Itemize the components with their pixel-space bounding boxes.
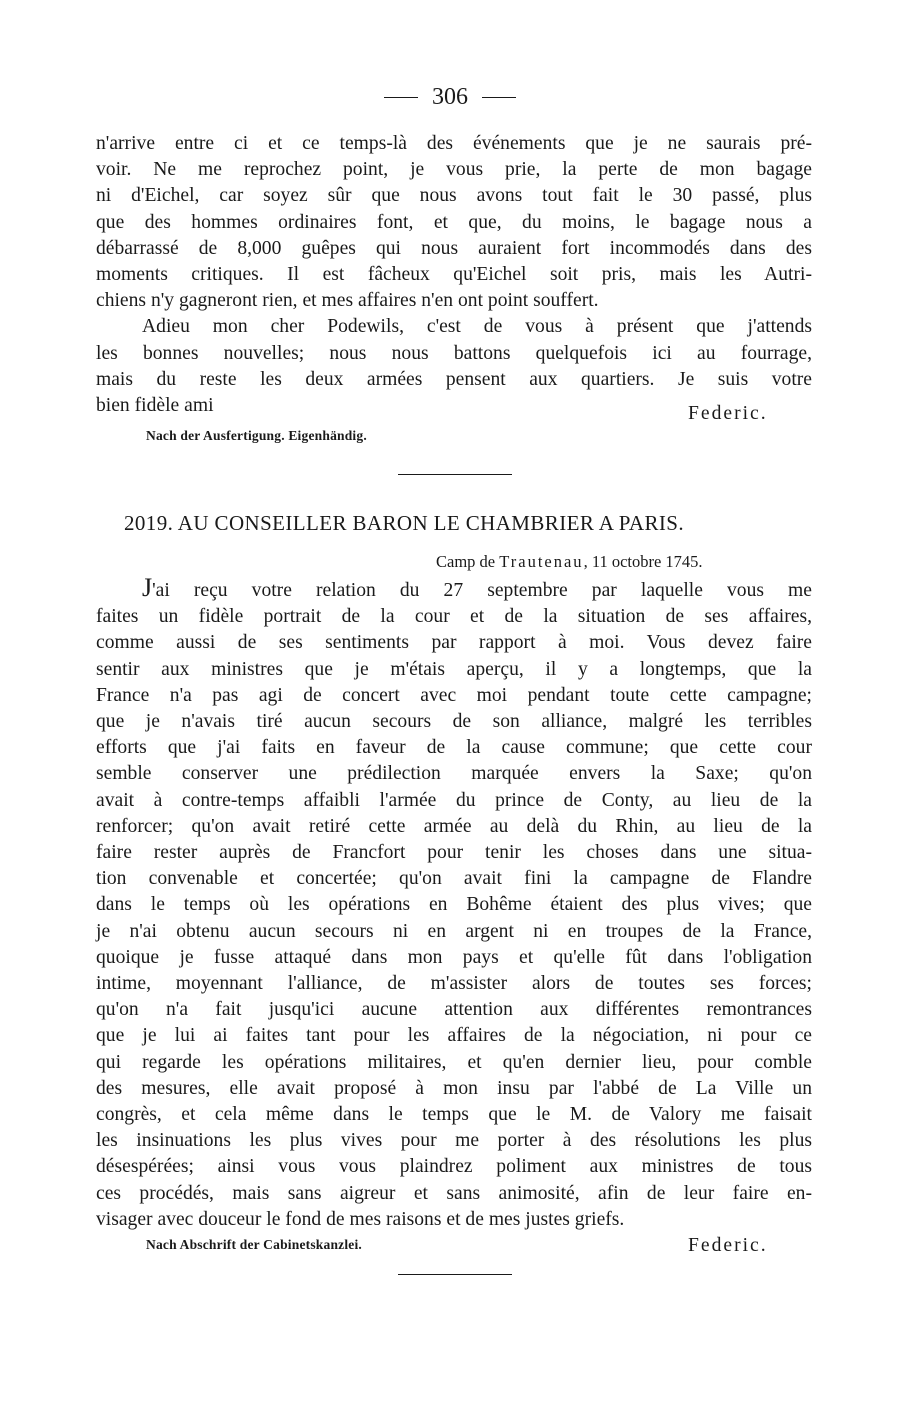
letter-source-note: Nach Abschrift der Cabinetskanzlei. (146, 1237, 363, 1252)
text-line: congrès, et cela même dans le temps que le M. de Valory me faisait (96, 1104, 812, 1126)
text-line: les bonnes nouvelles; nous nous battons quelquefois ici au fourrage, (96, 342, 812, 364)
text-line: voir. Ne me reprochez point, je vous prie, la perte de mon bagage (96, 159, 812, 181)
text-line: que je lui ai faites tant pour les affaires de la négociation, ni pour ce (96, 1025, 812, 1047)
text-line: tion convenable et concertée; qu'on avait fini la campagne de Flandre (96, 868, 812, 890)
text-line: les insinuations les plus vives pour me porter à des résolutions les plus (96, 1130, 812, 1152)
dateline-prefix: Camp de (436, 552, 500, 571)
page-number (0, 84, 900, 111)
text-line: comme aussi de ses sentiments par rapport à moi. Vous devez faire (96, 632, 812, 654)
text-line: chiens n'y gagneront rien, et mes affaires n'en ont point souffert. (96, 290, 599, 312)
letter-heading (124, 511, 804, 536)
dateline-place: Trautenau (499, 552, 584, 571)
letter-title: AU CONSEILLER BARON LE CHAMBRIER A PARIS. (177, 511, 685, 535)
text-line: que je n'avais tiré aucun secours de son alliance, malgré les terribles (96, 711, 812, 733)
text-line: ni d'Eichel, car soyez sûr que nous avons tout fait le 30 passé, plus (96, 185, 812, 207)
text-line: n'arrive entre ci et ce temps-là des événements que je ne saurais pré- (96, 133, 812, 154)
page-number-dash-right (482, 97, 516, 98)
letter-dateline (436, 552, 703, 572)
letter-body (96, 575, 812, 1233)
text-line: avait à contre-temps affaibli l'armée du prince de Conty, au lieu de la (96, 789, 812, 811)
text-line: qu'on n'a fait jusqu'ici aucune attention aux différentes remontrances (96, 999, 812, 1021)
text-line: faire rester auprès de Francfort pour tenir les choses dans une situa- (96, 842, 812, 864)
text-line-rest: 'ai reçu votre relation du 27 septembre par laquelle vous me (152, 580, 812, 601)
text-line: dans le temps où les opérations en Bohême étaient des plus vives; que (96, 894, 812, 916)
text-line: des mesures, elle avait proposé à mon insu par l'abbé de La Ville un (96, 1077, 812, 1099)
prev-letter-body (96, 131, 812, 419)
text-line: intime, moyennant l'alliance, de m'assister alors de toutes ses forces; (96, 973, 812, 995)
text-line: efforts que j'ai faits en faveur de la cause commune; que cette cour (96, 737, 812, 759)
text-line: France n'a pas agi de concert avec moi pendant toute cette campagne; (96, 684, 812, 706)
text-line: visager avec douceur le fond de mes raisons et de mes justes griefs. (96, 1208, 625, 1230)
prev-letter-source-note: Nach der Ausfertigung. Eigenhändig. (146, 428, 367, 443)
text-line: qui regarde les opérations militaires, et qu'en dernier lieu, pour comble (96, 1051, 812, 1073)
text-line: désespérées; ainsi vous vous plaindrez poliment aux ministres de tous (96, 1156, 812, 1178)
text-line: renforcer; qu'on avait retiré cette armée au delà du Rhin, au lieu de la (96, 815, 812, 837)
text-line (96, 575, 812, 604)
drop-cap: J (142, 573, 153, 602)
text-line: semble conserver une prédilection marquée envers la Saxe; qu'on (96, 763, 812, 785)
page-number-value: 306 (432, 84, 468, 110)
page-number-dash-left (384, 97, 418, 98)
prev-letter-signature: Federic. (688, 403, 768, 424)
text-line: Adieu mon cher Podewils, c'est de vous à présent que j'attends (142, 316, 812, 338)
text-line: ces procédés, mais sans aigreur et sans animosité, afin de leur faire en- (96, 1182, 812, 1204)
text-line: quoique je fusse attaqué dans mon pays et qu'elle fût dans l'obligation (96, 946, 812, 968)
text-line: moments critiques. Il est fâcheux qu'Eichel soit pris, mais les Autri- (96, 264, 812, 286)
text-line: bien fidèle ami (96, 395, 214, 417)
text-line: mais du reste les deux armées pensent aux quartiers. Je suis votre (96, 368, 812, 390)
text-line: débarrassé de 8,000 guêpes qui nous auraient fort incommodés dans des (96, 237, 812, 259)
section-divider (398, 474, 512, 475)
text-line: que des hommes ordinaires font, et que, du moins, le bagage nous a (96, 211, 812, 233)
section-divider-bottom (398, 1274, 512, 1275)
text-line: faites un fidèle portrait de la cour et de la situation de ses affaires, (96, 606, 812, 628)
letter-number: 2019. (124, 511, 174, 535)
text-line: je n'ai obtenu aucun secours ni en argent ni en troupes de la France, (96, 920, 812, 942)
text-line: sentir aux ministres que je m'étais aperçu, il y a longtemps, que la (96, 658, 812, 680)
dateline-date: , 11 octobre 1745. (583, 552, 703, 571)
letter-signature: Federic. (688, 1235, 768, 1256)
